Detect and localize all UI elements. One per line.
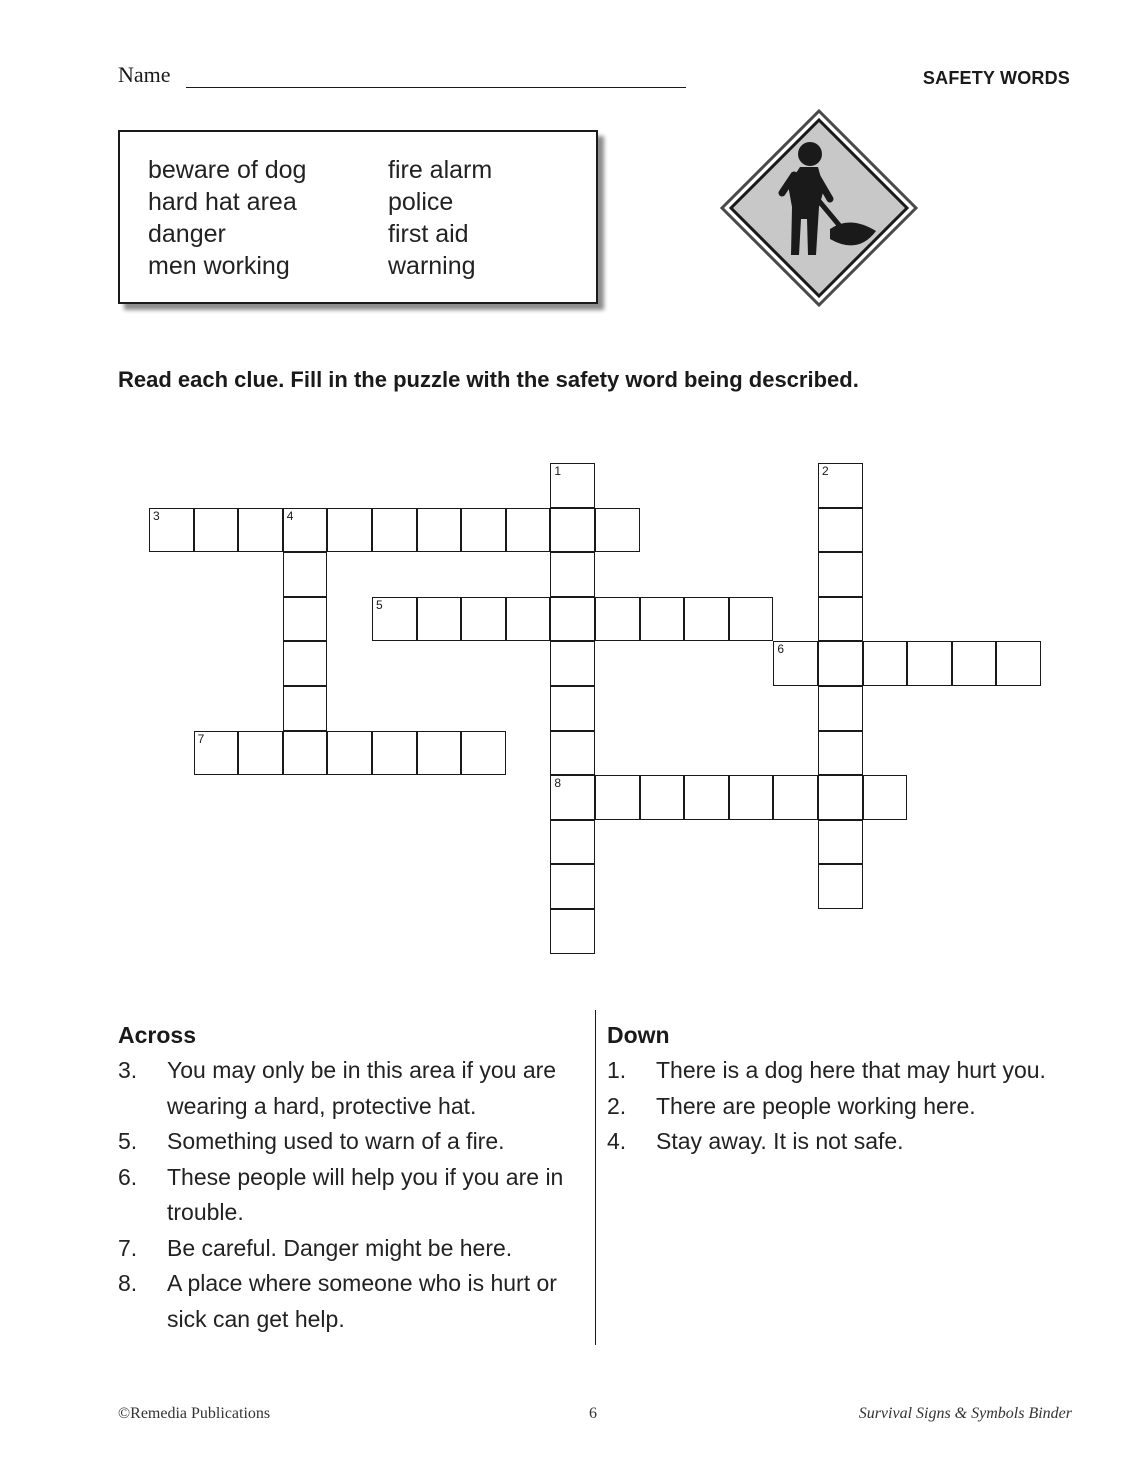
clue-number: 3. <box>118 1057 138 1083</box>
word-bank-item: men working <box>148 252 290 280</box>
crossword-cell[interactable] <box>550 597 595 642</box>
clue-item <box>118 1231 588 1267</box>
clue-text: You may only be in this area if you are wearing a hard, protective hat. <box>167 1057 557 1119</box>
clue-item <box>607 1089 1067 1125</box>
crossword-cell[interactable] <box>684 597 729 642</box>
crossword-cell[interactable] <box>283 731 328 776</box>
clue-item <box>607 1053 1067 1089</box>
word-bank-item: first aid <box>388 220 469 248</box>
clue-text: There are people working here. <box>656 1092 976 1119</box>
crossword-cell[interactable] <box>818 463 863 508</box>
crossword-cell[interactable] <box>818 820 863 865</box>
clue-text: There is a dog here that may hurt you. <box>656 1057 1046 1083</box>
footer-book-title: Survival Signs & Symbols Binder <box>858 1405 1072 1422</box>
crossword-cell[interactable] <box>372 508 417 553</box>
crossword-clue-number: 6 <box>777 642 785 657</box>
crossword-cell[interactable] <box>194 731 239 776</box>
crossword-clue-number: 3 <box>153 508 160 523</box>
crossword-cell[interactable] <box>372 597 417 642</box>
crossword-cell[interactable] <box>550 686 595 731</box>
clue-text: Stay away. It is not safe. <box>656 1128 904 1154</box>
crossword-cell[interactable] <box>461 597 506 642</box>
crossword-cell[interactable] <box>818 775 863 820</box>
crossword-cell[interactable] <box>818 597 863 642</box>
name-input-line[interactable] <box>186 87 686 88</box>
crossword-cell[interactable] <box>863 641 908 686</box>
across-clues <box>118 1053 588 1337</box>
clue-number: 2. <box>607 1092 627 1119</box>
crossword-cell[interactable] <box>283 552 328 597</box>
footer-page-number: 6 <box>589 1405 597 1422</box>
crossword-clue-number: 5 <box>376 597 383 612</box>
word-bank-right-column <box>388 154 492 282</box>
crossword-cell[interactable] <box>461 508 506 553</box>
clue-item <box>118 1160 588 1231</box>
crossword-cell[interactable] <box>550 463 595 508</box>
crossword-cell[interactable] <box>595 597 640 642</box>
clue-number: 4. <box>607 1128 627 1154</box>
crossword-cell[interactable] <box>773 775 818 820</box>
crossword-cell[interactable] <box>729 775 774 820</box>
word-bank-item: police <box>388 188 454 216</box>
across-heading: Across <box>118 1022 196 1048</box>
down-clues <box>607 1053 1067 1160</box>
crossword-cell[interactable] <box>506 597 551 642</box>
crossword-cell[interactable] <box>863 775 908 820</box>
crossword-cell[interactable] <box>238 508 283 553</box>
crossword-cell[interactable] <box>907 641 952 686</box>
word-bank-left-column <box>148 154 306 282</box>
crossword-cell[interactable] <box>595 508 640 553</box>
instructions: Read each clue. Fill in the puzzle with the safety word being described. <box>118 367 859 392</box>
word-bank <box>118 130 598 304</box>
crossword-cell[interactable] <box>283 686 328 731</box>
crossword-cell[interactable] <box>283 597 328 642</box>
clue-divider <box>595 1010 596 1345</box>
crossword-cell[interactable] <box>283 508 328 553</box>
crossword-cell[interactable] <box>506 508 551 553</box>
word-bank-item: warning <box>388 252 476 280</box>
clue-number: 5. <box>118 1128 138 1154</box>
clue-text: Be careful. Danger might be here. <box>167 1234 513 1261</box>
crossword-cell[interactable] <box>550 731 595 776</box>
clue-number: 8. <box>118 1270 138 1296</box>
crossword-cell[interactable] <box>550 820 595 865</box>
crossword-cell[interactable] <box>640 597 685 642</box>
name-label: Name <box>118 62 171 87</box>
crossword-cell[interactable] <box>417 597 462 642</box>
word-bank-item: danger <box>148 220 226 248</box>
clue-number: 6. <box>118 1163 138 1190</box>
crossword-cell[interactable] <box>550 775 595 820</box>
clue-number: 1. <box>607 1057 627 1083</box>
crossword-cell[interactable] <box>550 508 595 553</box>
crossword-cell[interactable] <box>818 552 863 597</box>
crossword-cell[interactable] <box>461 731 506 776</box>
crossword-cell[interactable] <box>417 508 462 553</box>
crossword-clue-number: 8 <box>554 776 562 791</box>
clue-item <box>118 1124 588 1160</box>
crossword-clue-number: 2 <box>822 464 829 478</box>
crossword-cell[interactable] <box>550 909 595 954</box>
crossword-cell[interactable] <box>952 641 997 686</box>
crossword-cell[interactable] <box>818 641 863 686</box>
clue-number: 7. <box>118 1234 138 1261</box>
men-working-sign-icon <box>718 107 920 309</box>
clue-item <box>118 1053 588 1124</box>
clue-text: These people will help you if you are in trouble. <box>167 1163 564 1225</box>
crossword-cell[interactable] <box>327 731 372 776</box>
clue-item <box>607 1124 1067 1160</box>
crossword-clue-number: 1 <box>554 464 562 478</box>
crossword-cell[interactable] <box>417 731 462 776</box>
crossword-clue-number: 4 <box>286 508 294 523</box>
crossword-cell[interactable] <box>996 641 1041 686</box>
crossword-cell[interactable] <box>818 686 863 731</box>
crossword-cell[interactable] <box>194 508 239 553</box>
crossword-cell[interactable] <box>327 508 372 553</box>
word-bank-item: hard hat area <box>148 188 297 216</box>
clue-item <box>118 1266 588 1337</box>
crossword-cell[interactable] <box>818 508 863 553</box>
crossword-cell[interactable] <box>818 864 863 909</box>
crossword-cell[interactable] <box>640 775 685 820</box>
crossword-cell[interactable] <box>550 641 595 686</box>
crossword-cell[interactable] <box>729 597 774 642</box>
clue-text: Something used to warn of a fire. <box>167 1128 505 1154</box>
footer-copyright: ©Remedia Publications <box>118 1405 271 1422</box>
crossword-cell[interactable] <box>372 731 417 776</box>
crossword-cell[interactable] <box>684 775 729 820</box>
clue-text: A place where someone who is hurt or sick can get help. <box>167 1270 557 1332</box>
crossword-cell[interactable] <box>595 775 640 820</box>
word-bank-item: beware of dog <box>148 156 307 184</box>
crossword-cell[interactable] <box>773 641 818 686</box>
word-bank-item: fire alarm <box>388 156 493 184</box>
crossword-cell[interactable] <box>550 864 595 909</box>
crossword-cell[interactable] <box>149 508 194 553</box>
page-title: SAFETY WORDS <box>922 68 1070 88</box>
down-heading: Down <box>607 1022 670 1048</box>
crossword-cell[interactable] <box>550 552 595 597</box>
crossword-cell[interactable] <box>238 731 283 776</box>
crossword-cell[interactable] <box>818 731 863 776</box>
crossword-cell[interactable] <box>283 641 328 686</box>
crossword-clue-number: 7 <box>197 731 205 746</box>
